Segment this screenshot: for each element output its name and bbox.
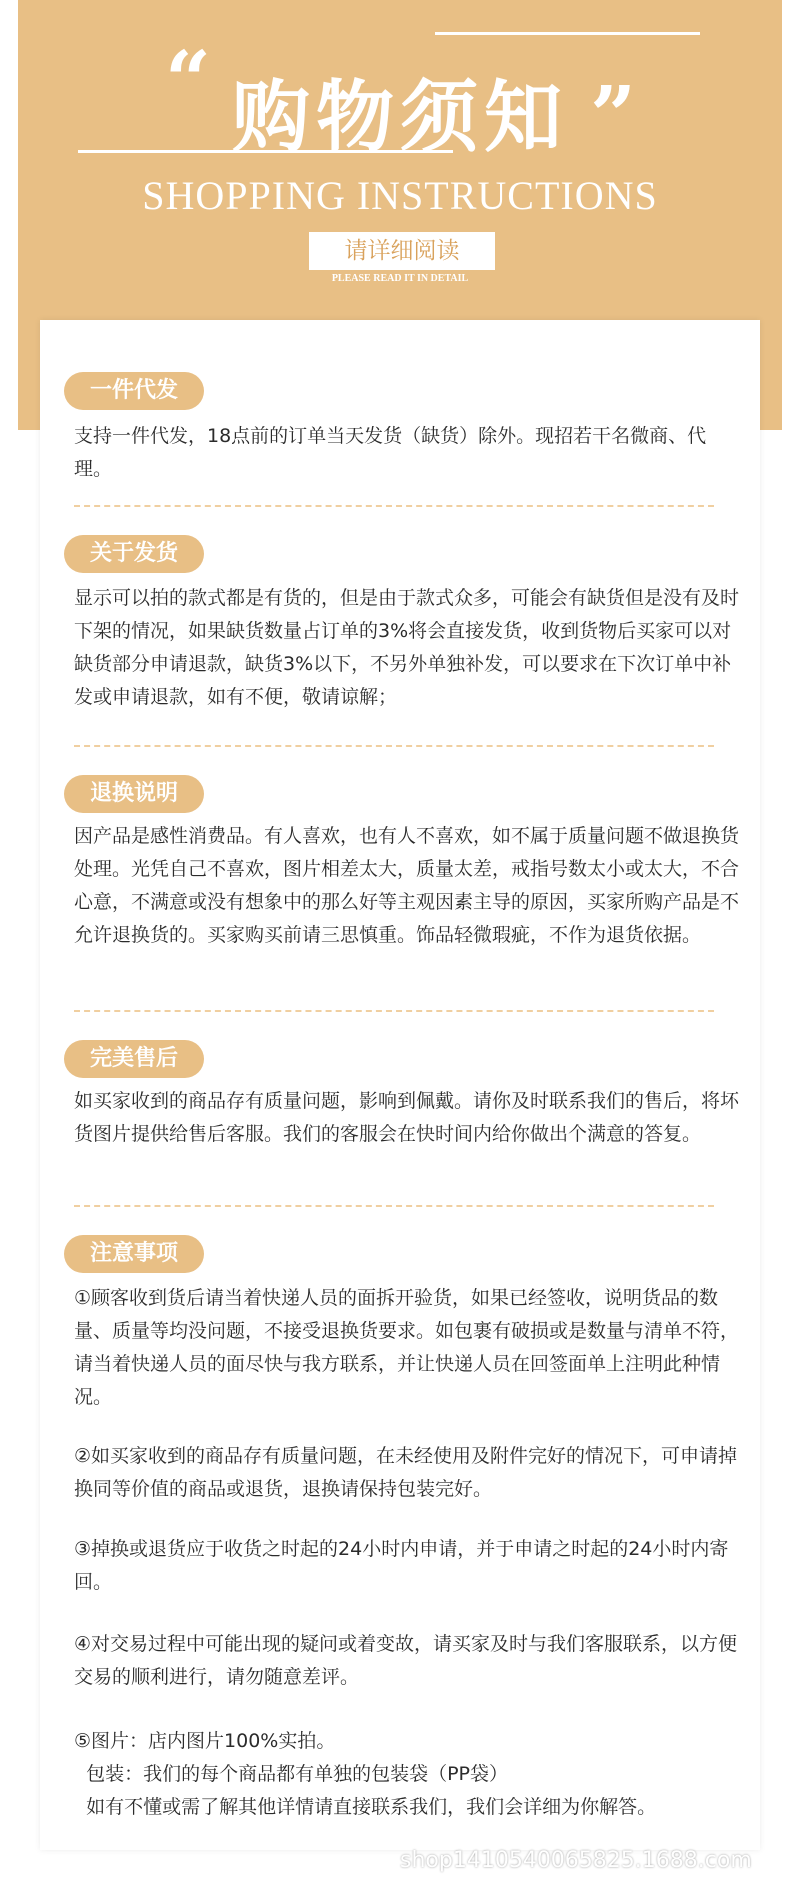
- notes-item-3: ③掉换或退货应于收货之时起的24小时内申请，并于申请之时起的24小时内寄回。: [74, 1538, 729, 1593]
- notes-contact: 如有不懂或需了解其他详情请直接联系我们，我们会详细为你解答。: [74, 1796, 657, 1818]
- divider: [74, 745, 714, 747]
- read-detail-badge: 请详细阅读: [309, 232, 495, 270]
- top-deco-line: [435, 32, 700, 35]
- read-detail-en: PLEASE READ IT IN DETAIL: [331, 273, 469, 284]
- section-label-shipping: 关于发货: [64, 535, 204, 573]
- section-text-aftersales: 如买家收到的商品存有质量问题，影响到佩戴。请你及时联系我们的售后，将坏货图片提供给售后客服。我们的客服会在快时间内给你做出个满意的答复。: [74, 1090, 740, 1145]
- notes-item-4: ④对交易过程中可能出现的疑问或着变故，请买家及时与我们客服联系，以方便交易的顺利进行，请勿随意差评。: [74, 1633, 738, 1688]
- section-label-aftersales: 完美售后: [64, 1040, 204, 1078]
- page-subtitle: SHOPPING INSTRUCTIONS: [142, 173, 658, 218]
- divider: [74, 1205, 714, 1207]
- notes-item-2: ②如买家收到的商品存有质量问题，在未经使用及附件完好的情况下，可申请掉换同等价值的商品或退货，退换请保持包装完好。: [74, 1445, 738, 1500]
- section-label-dropship: 一件代发: [64, 372, 204, 410]
- watermark: shop1410540065825.1688.com: [400, 1848, 752, 1873]
- notes-item-1: ①顾客收到货后请当着快递人员的面拆开验货，如果已经签收，说明货品的数量、质量等均没问题，不接受退换货要求。如包裹有破损或是数量与清单不符，请当着快递人员的面尽快与我方联系，并让快递人员在回签面单上注明此种情况。: [74, 1287, 740, 1408]
- divider: [74, 1010, 714, 1012]
- divider: [74, 505, 714, 507]
- section-label-notes: 注意事项: [64, 1235, 204, 1273]
- section-text-dropship: 支持一件代发，18点前的订单当天发货（缺货）除外。现招若干名微商、代理。: [74, 425, 707, 480]
- section-text-shipping: 显示可以拍的款式都是有货的，但是由于款式众多，可能会有缺货但是没有及时下架的情况，如果缺货数量占订单的3%将会直接发货，收到货物后买家可以对缺货部分申请退款，缺货3%以下，不另外单独补发，可以要求在下次订单中补发或申请退款，如有不便，敬请谅解；: [74, 587, 740, 708]
- section-text-returns: 因产品是感性消费品。有人喜欢，也有人不喜欢，如不属于质量问题不做退换货处理。光凭自己不喜欢，图片相差太大，质量太差，戒指号数太小或太大，不合心意，不满意或没有想象中的那么好等主观因素主导的原因，买家所购产品是不允许退换货的。买家购买前请三思慎重。饰品轻微瑕疵，不作为退货依据。: [74, 825, 740, 946]
- section-label-returns: 退换说明: [64, 775, 204, 813]
- content-card: [40, 320, 760, 1850]
- page-title: 购物须知: [231, 73, 568, 163]
- notes-item-5: ⑤图片：店内图片100%实拍。: [74, 1730, 336, 1752]
- notes-packaging: 包装：我们的每个商品都有单独的包装袋（PP袋）: [74, 1763, 508, 1785]
- open-quote-icon: “: [165, 33, 212, 127]
- close-quote-icon: ”: [590, 68, 637, 162]
